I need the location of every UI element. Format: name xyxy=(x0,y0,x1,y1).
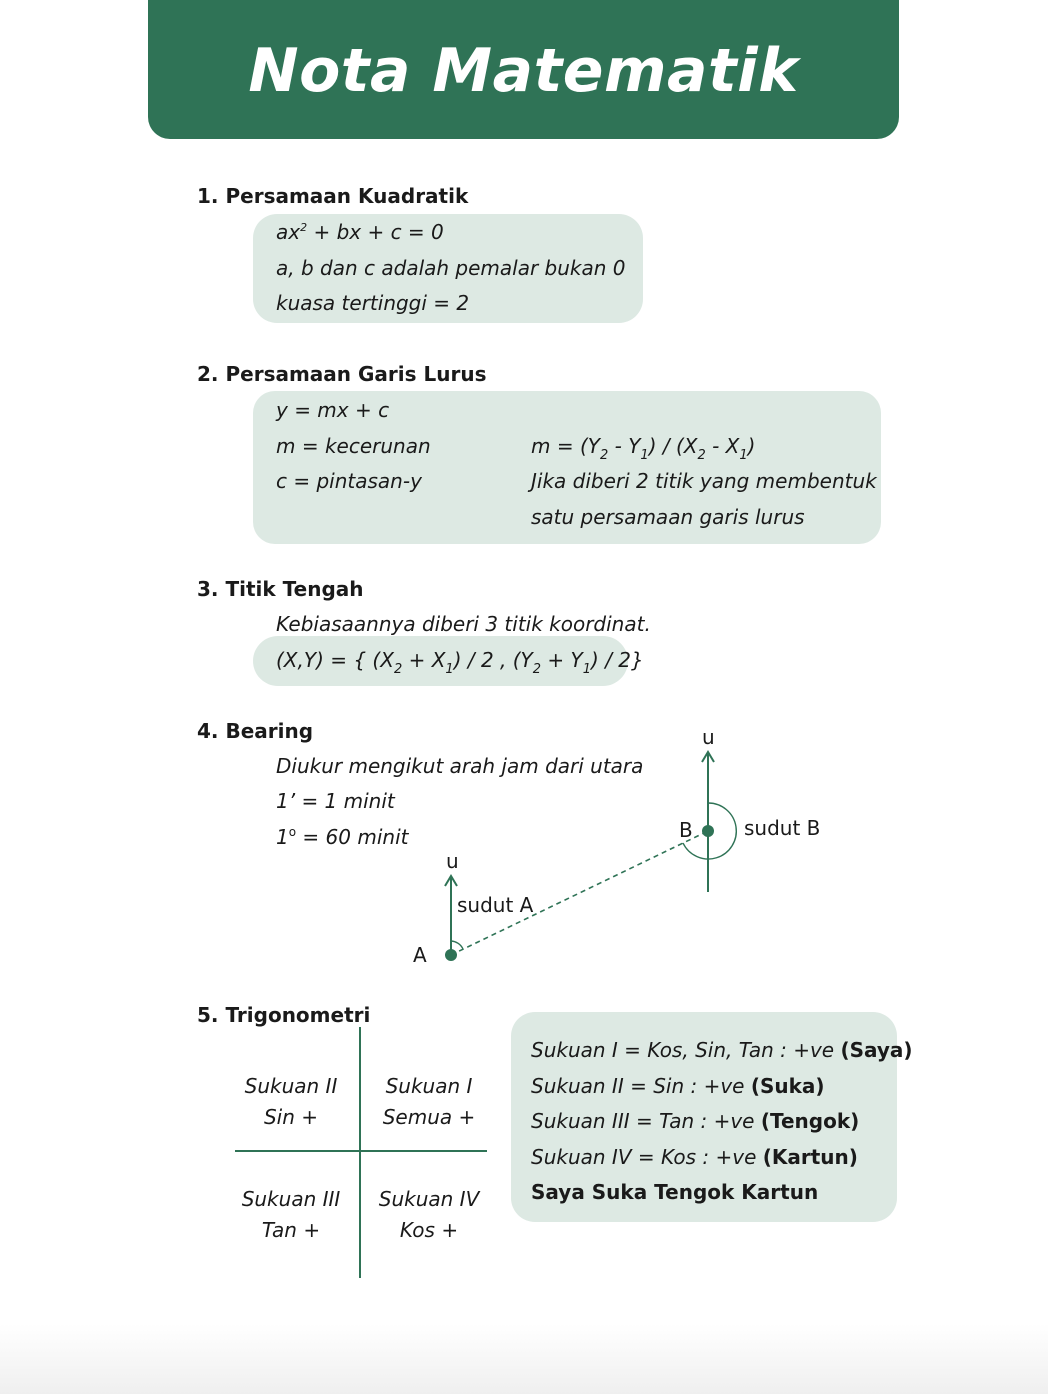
quadrant-ii-sign: Sin + xyxy=(263,1105,319,1129)
quadrant-iii xyxy=(236,1184,346,1246)
midpoint-formula: (X,Y) = { $(X_2 + X_1) / 2$ , $(Y_2 + Y_1) / 2$} xyxy=(276,648,644,677)
intercept-definition: c = pintasan-y xyxy=(276,469,422,493)
line-equation: y = mx + c xyxy=(276,398,390,422)
trig-rule-quadrant-ii: Sukuan II = Sin : +ve (Suka) xyxy=(531,1074,825,1098)
quadrant-ii xyxy=(236,1071,346,1133)
angle-a-label: sudut A xyxy=(457,893,534,917)
trig-mnemonic-phrase: Saya Suka Tengok Kartun xyxy=(531,1180,819,1204)
quadrant-iii-sign: Tan + xyxy=(261,1218,321,1242)
quadrant-i-sign: Semua + xyxy=(382,1105,476,1129)
section-heading-titik-tengah: 3. Titik Tengah xyxy=(197,577,364,601)
north-label-b: u xyxy=(702,725,715,749)
page-bottom-shadow xyxy=(0,1324,1048,1394)
quadrant-i-name: Sukuan I xyxy=(385,1074,473,1098)
quadrant-iv-name: Sukuan IV xyxy=(378,1187,480,1211)
point-a-label: A xyxy=(413,943,427,967)
quadratic-highest-power-note: kuasa tertinggi = 2 xyxy=(276,291,470,315)
angle-b-label: sudut B xyxy=(744,816,821,840)
trig-rule-quadrant-iv: Sukuan IV = Kos : +ve (Kartun) xyxy=(531,1145,858,1169)
quadratic-equation: $ax^2$ + bx + c = 0 xyxy=(276,220,444,244)
gradient-definition: m = kecerunan xyxy=(276,434,431,458)
point-b-label: B xyxy=(679,818,693,842)
two-points-note-cont: satu persamaan garis lurus xyxy=(531,505,805,529)
quadrant-iv xyxy=(374,1184,484,1246)
midpoint-intro: Kebiasaannya diberi 3 titik koordinat. xyxy=(276,612,651,636)
quadrant-i xyxy=(374,1071,484,1133)
bearing-definition: Diukur mengikut arah jam dari utara xyxy=(276,754,644,778)
section-heading-trigonometri: 5. Trigonometri xyxy=(197,1003,371,1027)
gradient-formula: $m = (Y_2 - Y_1) / (X_2 - X_1)$ xyxy=(531,434,756,463)
north-label-a: u xyxy=(446,849,459,873)
bearing-degree-note: $1^o = 60$ minit xyxy=(276,825,409,849)
section-heading-bearing: 4. Bearing xyxy=(197,719,314,743)
quadrant-iv-sign: Kos + xyxy=(399,1218,459,1242)
section-heading-garis-lurus: 2. Persamaan Garis Lurus xyxy=(197,362,487,386)
section-heading-kuadratik: 1. Persamaan Kuadratik xyxy=(197,184,469,208)
trig-rule-quadrant-i: Sukuan I = Kos, Sin, Tan : +ve (Saya) xyxy=(531,1038,913,1062)
quadrant-ii-name: Sukuan II xyxy=(244,1074,338,1098)
trig-rule-quadrant-iii: Sukuan III = Tan : +ve (Tengok) xyxy=(531,1109,860,1133)
two-points-note: Jika diberi 2 titik yang membentuk xyxy=(531,469,877,493)
bearing-minute-note: 1’ = 1 minit xyxy=(276,789,395,813)
quadrant-iii-name: Sukuan III xyxy=(241,1187,341,1211)
page-title: Nota Matematik xyxy=(248,35,799,106)
quadratic-constants-note: a, b dan c adalah pemalar bukan 0 xyxy=(276,256,626,280)
